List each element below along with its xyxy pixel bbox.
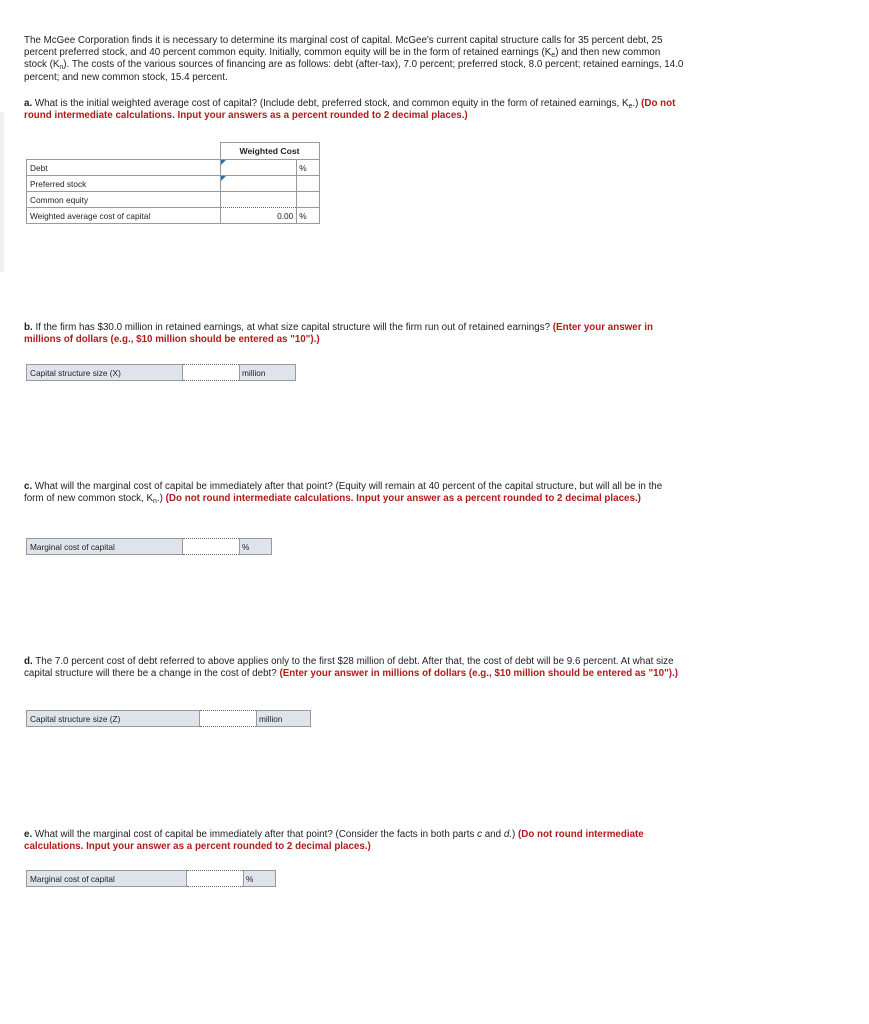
table-row	[27, 176, 320, 192]
row-label-debt: Debt	[27, 160, 221, 176]
part-d-instruction: (Enter your answer in millions of dollars (e.g., $10 million should be entered as "10").)	[279, 668, 678, 680]
left-gutter	[0, 112, 4, 272]
row-label-preferred-stock: Preferred stock	[27, 176, 221, 192]
million-unit: million	[240, 365, 296, 381]
million-unit: million	[257, 711, 311, 727]
unit-cell	[297, 176, 319, 192]
percent-unit: %	[297, 208, 319, 224]
part-a-question: a. What is the initial weighted average cost of capital? (Include debt, preferred stock, and common equity in the form of retained earnings, $K_e$.) (Do not round intermediate calculations. Input your answers as a percent rounded to 2 decimal places.)	[24, 98, 676, 122]
capital-structure-size-x-input[interactable]	[183, 365, 240, 381]
unit-cell	[297, 192, 319, 208]
part-c-instruction: (Do not round intermediate calculations. Input your answer as a percent rounded to 2 decimal places.)	[165, 493, 641, 505]
part-d-table	[26, 710, 311, 727]
part-e-instruction: (Do not round intermediate calculations. Input your answer as a percent rounded to 2 decimal places.)	[24, 829, 644, 853]
wacc-value: 0.00	[220, 208, 297, 224]
part-b-question: b. If the firm has $30.0 million in retained earnings, at what size capital structure will the firm run out of retained earnings? (Enter your answer in millions of dollars (e.g., $10 million should be entered as "10").)	[24, 322, 653, 346]
row-label-wacc: Weighted average cost of capital	[27, 208, 221, 224]
row-label-common-equity: Common equity	[27, 192, 221, 208]
capital-structure-size-x-label: Capital structure size (X)	[27, 365, 183, 381]
part-e-table	[26, 870, 276, 887]
preferred-stock-weighted-cost-input[interactable]	[220, 176, 297, 192]
table-row	[27, 711, 311, 727]
part-e-question: e. What will the marginal cost of capital be immediately after that point? (Consider the facts in both parts c and d.) (Do not round intermediate calculations. Input your answer as a percent rounded to 2 decimal places.)	[24, 829, 644, 853]
table-row	[27, 160, 320, 176]
part-a-table	[26, 142, 320, 224]
percent-unit: %	[240, 539, 272, 555]
table-row	[27, 208, 320, 224]
table-row	[27, 539, 272, 555]
capital-structure-size-z-label: Capital structure size (Z)	[27, 711, 200, 727]
marginal-cost-of-capital-e-label: Marginal cost of capital	[27, 871, 187, 887]
part-b-table	[26, 364, 296, 381]
part-a-instruction: (Do not round intermediate calculations. Input your answers as a percent rounded to 2 decimal places.)	[24, 98, 676, 122]
weighted-cost-header: Weighted Cost	[220, 143, 319, 160]
problem-intro: The McGee Corporation finds it is necessary to determine its marginal cost of capital. McGee's current capital structure calls for 35 percent debt, 25 percent preferred stock, and 40 percent common equity. Initially, common equity will be in the form of retained earnings $(K_e)$ and then new common stock $(K_n)$. The costs of the various sources of financing are as follows: debt (after-tax), 7.0 percent; preferred stock, 8.0 percent; retained earnings, 14.0 percent; and new common stock, 15.4 percent.	[24, 35, 684, 83]
marginal-cost-of-capital-input[interactable]	[183, 539, 240, 555]
part-d-question: d. The 7.0 percent cost of debt referred to above applies only to the first $28 million of debt. After that, the cost of debt will be 9.6 percent. At what size capital structure will there be a change in the cost of debt? (Enter your answer in millions of dollars (e.g., $10 million should be entered as "10").)	[24, 656, 678, 680]
input-flag-icon	[221, 176, 226, 181]
part-c-table	[26, 538, 272, 555]
table-row	[27, 871, 276, 887]
capital-structure-size-z-input[interactable]	[200, 711, 257, 727]
percent-unit: %	[297, 160, 319, 176]
input-flag-icon	[221, 160, 226, 165]
table-row	[27, 192, 320, 208]
debt-weighted-cost-input[interactable]	[220, 160, 297, 176]
common-equity-weighted-cost-input[interactable]	[220, 192, 297, 208]
marginal-cost-of-capital-label: Marginal cost of capital	[27, 539, 183, 555]
percent-unit: %	[244, 871, 276, 887]
table-row	[27, 365, 296, 381]
marginal-cost-of-capital-e-input[interactable]	[187, 871, 244, 887]
part-b-instruction: (Enter your answer in millions of dollars (e.g., $10 million should be entered as "10").)	[24, 322, 653, 346]
part-c-question: c. What will the marginal cost of capital be immediately after that point? (Equity will remain at 40 percent of the capital structure, but will all be in the form of new common stock, $K_n$.) (Do not round intermediate calculations. Input your answer as a percent rounded to 2 decimal places.)	[24, 481, 663, 506]
